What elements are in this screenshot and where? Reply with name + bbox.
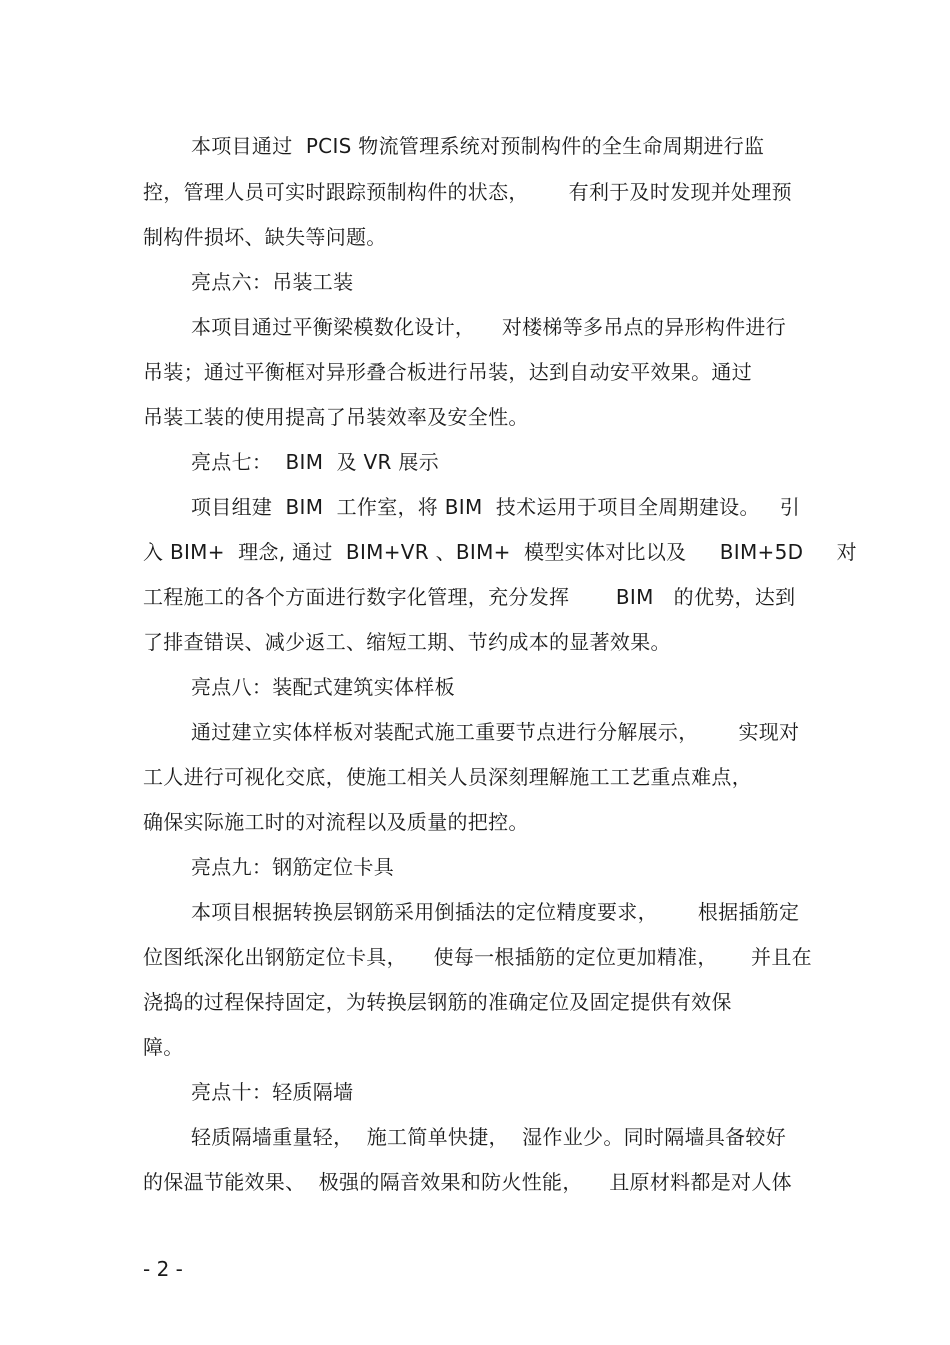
body-line: 位图纸深化出钢筋定位卡具， 使每一根插筋的定位更加精准， 并且在 — [143, 945, 812, 969]
body-line: 障。 — [143, 1035, 184, 1059]
body-line: 制构件损坏、缺失等问题。 — [143, 225, 387, 249]
body-line: 工人进行可视化交底，使施工相关人员深刻理解施工工艺重点难点， — [143, 765, 752, 789]
section-heading: 亮点六：吊装工装 — [191, 270, 354, 294]
body-line: 的保温节能效果、 极强的隔音效果和防火性能， 且原材料都是对人体 — [143, 1170, 792, 1194]
section-heading: 亮点九：钢筋定位卡具 — [191, 855, 394, 879]
body-line: 本项目通过平衡梁模数化设计， 对楼梯等多吊点的异形构件进行 — [191, 315, 787, 339]
section-heading: 亮点十：轻质隔墙 — [191, 1080, 354, 1104]
body-line: 控，管理人员可实时跟踪预制构件的状态， 有利于及时发现并处理预 — [143, 180, 792, 204]
body-line: 入 BIM+ 理念, 通过 BIM+VR 、BIM+ 模型实体对比以及 BIM+5D 对 — [143, 540, 857, 564]
body-line: 本项目根据转换层钢筋采用倒插法的定位精度要求， 根据插筋定 — [191, 900, 800, 924]
body-line: 工程施工的各个方面进行数字化管理，充分发挥 BIM 的优势，达到 — [143, 585, 796, 609]
section-heading: 亮点八：装配式建筑实体样板 — [191, 675, 455, 699]
body-line: 吊装；通过平衡框对异形叠合板进行吊装，达到自动安平效果。通过 — [143, 360, 752, 384]
body-line: 吊装工装的使用提高了吊装效率及安全性。 — [143, 405, 529, 429]
body-line: 通过建立实体样板对装配式施工重要节点进行分解展示， 实现对 — [191, 720, 800, 744]
body-line: 了排查错误、减少返工、缩短工期、节约成本的显著效果。 — [143, 630, 671, 654]
body-line: 本项目通过 PCIS 物流管理系统对预制构件的全生命周期进行监 — [191, 134, 765, 158]
body-line: 浇捣的过程保持固定，为转换层钢筋的准确定位及固定提供有效保 — [143, 990, 732, 1014]
section-heading: 亮点七： BIM 及 VR 展示 — [191, 450, 439, 474]
body-line: 确保实际施工时的对流程以及质量的把控。 — [143, 810, 529, 834]
page-number: - 2 - — [143, 1257, 183, 1281]
body-line: 项目组建 BIM 工作室，将 BIM 技术运用于项目全周期建设。 引 — [191, 495, 801, 519]
body-line: 轻质隔墙重量轻， 施工简单快捷， 湿作业少。同时隔墙具备较好 — [191, 1125, 787, 1149]
